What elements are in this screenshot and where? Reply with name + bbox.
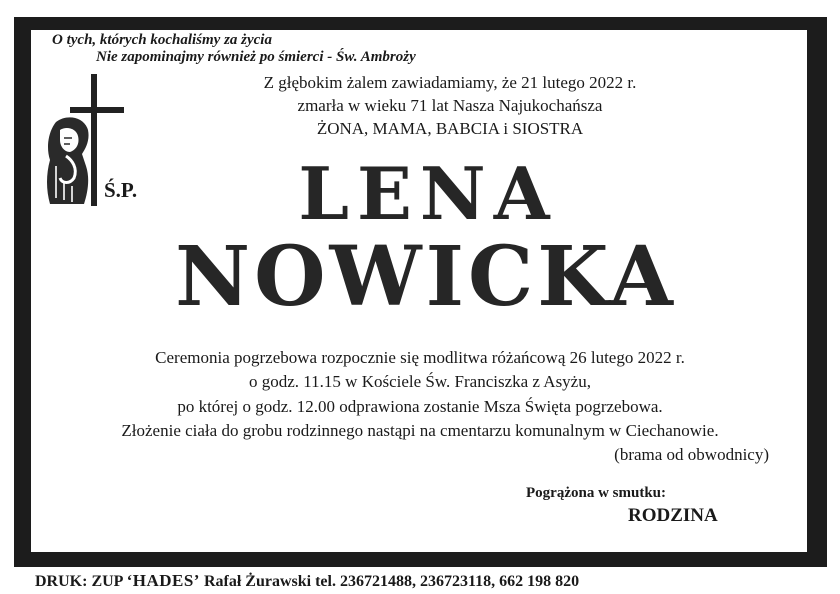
printer-footer (35, 572, 579, 590)
mourners-family: RODZINA (628, 505, 718, 526)
quote-line-1: O tych, których kochaliśmy za życia (52, 32, 272, 48)
printer-contact: Rafał Żurawski tel. 236721488, 236723118, 662 198 820 (203, 573, 580, 590)
ceremony-line-3: po której o godz. 12.00 odprawiona zostanie Msza Święta pogrzebowa. (177, 397, 663, 416)
mourners-label: Pogrążona w smutku: (526, 485, 667, 501)
printer-brand: ‘HADES’ (126, 571, 200, 590)
quote-line-2: Nie zapominajmy również po śmierci - Św. Ambroży (96, 49, 416, 65)
deceased-last-name: NOWICKA (175, 229, 677, 325)
sp-label: Ś.P. (104, 178, 138, 202)
ceremony-line-1: Ceremonia pogrzebowa rozpocznie się modlitwa różańcową 26 lutego 2022 r. (155, 348, 685, 367)
announcement-line-2: zmarła w wieku 71 lat Nasza Najukochańsza (297, 96, 603, 115)
ceremony-line-2: o godz. 11.15 w Kościele Św. Franciszka z Asyżu, (249, 372, 591, 391)
gate-note: (brama od obwodnicy) (614, 445, 769, 464)
announcement-line-1: Z głębokim żalem zawiadamiamy, że 21 lutego 2022 r. (263, 73, 637, 92)
relations-line: ŻONA, MAMA, BABCIA i SIOSTRA (316, 119, 584, 138)
deceased-first-name: LENA (298, 151, 558, 236)
printer-prefix: DRUK: ZUP (35, 573, 123, 590)
burial-line: Złożenie ciała do grobu rodzinnego nastąpi na cmentarzu komunalnym w Ciechanowie. (121, 421, 719, 440)
